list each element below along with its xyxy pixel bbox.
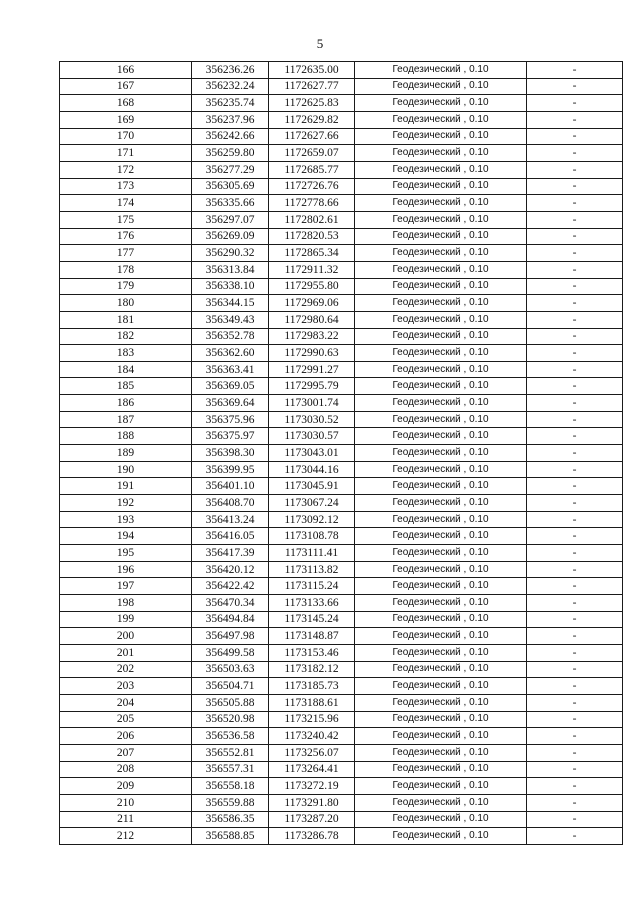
method-accuracy-cell: Геодезический , 0.10 [355, 644, 527, 661]
method-accuracy-cell: Геодезический , 0.10 [355, 661, 527, 678]
y-coordinate-cell: 1172980.64 [269, 311, 355, 328]
coordinates-table-body [60, 62, 623, 845]
note-cell: - [527, 195, 623, 212]
method-accuracy-cell: Геодезический , 0.10 [355, 511, 527, 528]
y-coordinate-cell: 1173291.80 [269, 794, 355, 811]
point-number-cell: 171 [60, 145, 192, 162]
x-coordinate-cell: 356237.96 [192, 111, 269, 128]
table-row [60, 761, 623, 778]
y-coordinate-cell: 1172911.32 [269, 261, 355, 278]
point-number-cell: 203 [60, 678, 192, 695]
method-accuracy-cell: Геодезический , 0.10 [355, 578, 527, 595]
y-coordinate-cell: 1172820.53 [269, 228, 355, 245]
x-coordinate-cell: 356335.66 [192, 195, 269, 212]
point-number-cell: 184 [60, 361, 192, 378]
y-coordinate-cell: 1173188.61 [269, 694, 355, 711]
page-number: 5 [316, 36, 324, 51]
x-coordinate-cell: 356352.78 [192, 328, 269, 345]
point-number-cell: 201 [60, 644, 192, 661]
y-coordinate-cell: 1172995.79 [269, 378, 355, 395]
y-coordinate-cell: 1173272.19 [269, 778, 355, 795]
table-row [60, 578, 623, 595]
x-coordinate-cell: 356536.58 [192, 728, 269, 745]
method-accuracy-cell: Геодезический , 0.10 [355, 828, 527, 845]
method-accuracy-cell: Геодезический , 0.10 [355, 595, 527, 612]
table-row [60, 411, 623, 428]
x-coordinate-cell: 356399.95 [192, 461, 269, 478]
note-cell: - [527, 311, 623, 328]
note-cell: - [527, 62, 623, 79]
y-coordinate-cell: 1173264.41 [269, 761, 355, 778]
note-cell: - [527, 578, 623, 595]
y-coordinate-cell: 1173067.24 [269, 495, 355, 512]
table-row [60, 62, 623, 79]
note-cell: - [527, 78, 623, 95]
table-row [60, 428, 623, 445]
method-accuracy-cell: Геодезический , 0.10 [355, 145, 527, 162]
y-coordinate-cell: 1173256.07 [269, 744, 355, 761]
method-accuracy-cell: Геодезический , 0.10 [355, 278, 527, 295]
point-number-cell: 196 [60, 561, 192, 578]
point-number-cell: 173 [60, 178, 192, 195]
point-number-cell: 179 [60, 278, 192, 295]
method-accuracy-cell: Геодезический , 0.10 [355, 811, 527, 828]
method-accuracy-cell: Геодезический , 0.10 [355, 761, 527, 778]
method-accuracy-cell: Геодезический , 0.10 [355, 528, 527, 545]
table-row [60, 78, 623, 95]
note-cell: - [527, 761, 623, 778]
x-coordinate-cell: 356305.69 [192, 178, 269, 195]
x-coordinate-cell: 356588.85 [192, 828, 269, 845]
table-row [60, 545, 623, 562]
note-cell: - [527, 428, 623, 445]
method-accuracy-cell: Геодезический , 0.10 [355, 245, 527, 262]
x-coordinate-cell: 356416.05 [192, 528, 269, 545]
x-coordinate-cell: 356558.18 [192, 778, 269, 795]
y-coordinate-cell: 1172659.07 [269, 145, 355, 162]
x-coordinate-cell: 356586.35 [192, 811, 269, 828]
table-row [60, 378, 623, 395]
method-accuracy-cell: Геодезический , 0.10 [355, 611, 527, 628]
table-row [60, 678, 623, 695]
x-coordinate-cell: 356401.10 [192, 478, 269, 495]
method-accuracy-cell: Геодезический , 0.10 [355, 378, 527, 395]
note-cell: - [527, 95, 623, 112]
y-coordinate-cell: 1173115.24 [269, 578, 355, 595]
x-coordinate-cell: 356503.63 [192, 661, 269, 678]
x-coordinate-cell: 356375.97 [192, 428, 269, 445]
method-accuracy-cell: Геодезический , 0.10 [355, 161, 527, 178]
table-row [60, 261, 623, 278]
method-accuracy-cell: Геодезический , 0.10 [355, 628, 527, 645]
y-coordinate-cell: 1172629.82 [269, 111, 355, 128]
table-row [60, 361, 623, 378]
point-number-cell: 200 [60, 628, 192, 645]
method-accuracy-cell: Геодезический , 0.10 [355, 311, 527, 328]
y-coordinate-cell: 1173286.78 [269, 828, 355, 845]
y-coordinate-cell: 1173043.01 [269, 445, 355, 462]
y-coordinate-cell: 1172778.66 [269, 195, 355, 212]
method-accuracy-cell: Геодезический , 0.10 [355, 345, 527, 362]
note-cell: - [527, 744, 623, 761]
method-accuracy-cell: Геодезический , 0.10 [355, 361, 527, 378]
x-coordinate-cell: 356413.24 [192, 511, 269, 528]
x-coordinate-cell: 356236.26 [192, 62, 269, 79]
table-row [60, 461, 623, 478]
note-cell: - [527, 511, 623, 528]
y-coordinate-cell: 1173148.87 [269, 628, 355, 645]
x-coordinate-cell: 356497.98 [192, 628, 269, 645]
note-cell: - [527, 595, 623, 612]
point-number-cell: 205 [60, 711, 192, 728]
note-cell: - [527, 295, 623, 312]
point-number-cell: 182 [60, 328, 192, 345]
table-row [60, 161, 623, 178]
point-number-cell: 180 [60, 295, 192, 312]
point-number-cell: 212 [60, 828, 192, 845]
table-row [60, 328, 623, 345]
table-row [60, 744, 623, 761]
table-row [60, 595, 623, 612]
method-accuracy-cell: Геодезический , 0.10 [355, 128, 527, 145]
table-row [60, 644, 623, 661]
point-number-cell: 209 [60, 778, 192, 795]
table-row [60, 794, 623, 811]
method-accuracy-cell: Геодезический , 0.10 [355, 728, 527, 745]
x-coordinate-cell: 356297.07 [192, 211, 269, 228]
x-coordinate-cell: 356494.84 [192, 611, 269, 628]
point-number-cell: 197 [60, 578, 192, 595]
point-number-cell: 192 [60, 495, 192, 512]
x-coordinate-cell: 356242.66 [192, 128, 269, 145]
point-number-cell: 187 [60, 411, 192, 428]
y-coordinate-cell: 1173215.96 [269, 711, 355, 728]
note-cell: - [527, 228, 623, 245]
x-coordinate-cell: 356520.98 [192, 711, 269, 728]
x-coordinate-cell: 356557.31 [192, 761, 269, 778]
point-number-cell: 181 [60, 311, 192, 328]
table-row [60, 111, 623, 128]
note-cell: - [527, 528, 623, 545]
note-cell: - [527, 461, 623, 478]
y-coordinate-cell: 1173045.91 [269, 478, 355, 495]
x-coordinate-cell: 356269.09 [192, 228, 269, 245]
x-coordinate-cell: 356363.41 [192, 361, 269, 378]
method-accuracy-cell: Геодезический , 0.10 [355, 678, 527, 695]
note-cell: - [527, 678, 623, 695]
x-coordinate-cell: 356420.12 [192, 561, 269, 578]
table-row [60, 811, 623, 828]
table-row [60, 694, 623, 711]
table-row [60, 128, 623, 145]
point-number-cell: 188 [60, 428, 192, 445]
method-accuracy-cell: Геодезический , 0.10 [355, 261, 527, 278]
point-number-cell: 204 [60, 694, 192, 711]
y-coordinate-cell: 1173108.78 [269, 528, 355, 545]
x-coordinate-cell: 356470.34 [192, 595, 269, 612]
method-accuracy-cell: Геодезический , 0.10 [355, 228, 527, 245]
x-coordinate-cell: 356362.60 [192, 345, 269, 362]
x-coordinate-cell: 356349.43 [192, 311, 269, 328]
note-cell: - [527, 178, 623, 195]
point-number-cell: 199 [60, 611, 192, 628]
table-row [60, 711, 623, 728]
note-cell: - [527, 361, 623, 378]
table-row [60, 95, 623, 112]
note-cell: - [527, 111, 623, 128]
note-cell: - [527, 345, 623, 362]
table-row [60, 661, 623, 678]
x-coordinate-cell: 356259.80 [192, 145, 269, 162]
point-number-cell: 208 [60, 761, 192, 778]
note-cell: - [527, 478, 623, 495]
method-accuracy-cell: Геодезический , 0.10 [355, 62, 527, 79]
table-row [60, 211, 623, 228]
table-row [60, 445, 623, 462]
method-accuracy-cell: Геодезический , 0.10 [355, 78, 527, 95]
note-cell: - [527, 778, 623, 795]
x-coordinate-cell: 356504.71 [192, 678, 269, 695]
table-row [60, 295, 623, 312]
method-accuracy-cell: Геодезический , 0.10 [355, 328, 527, 345]
table-row [60, 245, 623, 262]
y-coordinate-cell: 1172635.00 [269, 62, 355, 79]
point-number-cell: 210 [60, 794, 192, 811]
x-coordinate-cell: 356417.39 [192, 545, 269, 562]
point-number-cell: 168 [60, 95, 192, 112]
note-cell: - [527, 545, 623, 562]
point-number-cell: 177 [60, 245, 192, 262]
table-row [60, 395, 623, 412]
x-coordinate-cell: 356398.30 [192, 445, 269, 462]
point-number-cell: 183 [60, 345, 192, 362]
y-coordinate-cell: 1172802.61 [269, 211, 355, 228]
point-number-cell: 185 [60, 378, 192, 395]
table-row [60, 195, 623, 212]
x-coordinate-cell: 356232.24 [192, 78, 269, 95]
table-row [60, 311, 623, 328]
note-cell: - [527, 711, 623, 728]
y-coordinate-cell: 1172627.66 [269, 128, 355, 145]
method-accuracy-cell: Геодезический , 0.10 [355, 211, 527, 228]
y-coordinate-cell: 1173111.41 [269, 545, 355, 562]
method-accuracy-cell: Геодезический , 0.10 [355, 411, 527, 428]
y-coordinate-cell: 1173044.16 [269, 461, 355, 478]
point-number-cell: 202 [60, 661, 192, 678]
y-coordinate-cell: 1172726.76 [269, 178, 355, 195]
point-number-cell: 189 [60, 445, 192, 462]
method-accuracy-cell: Геодезический , 0.10 [355, 744, 527, 761]
x-coordinate-cell: 356235.74 [192, 95, 269, 112]
note-cell: - [527, 495, 623, 512]
x-coordinate-cell: 356369.64 [192, 395, 269, 412]
table-row [60, 828, 623, 845]
method-accuracy-cell: Геодезический , 0.10 [355, 295, 527, 312]
method-accuracy-cell: Геодезический , 0.10 [355, 478, 527, 495]
method-accuracy-cell: Геодезический , 0.10 [355, 178, 527, 195]
table-row [60, 778, 623, 795]
point-number-cell: 198 [60, 595, 192, 612]
x-coordinate-cell: 356375.96 [192, 411, 269, 428]
note-cell: - [527, 644, 623, 661]
table-row [60, 628, 623, 645]
note-cell: - [527, 661, 623, 678]
y-coordinate-cell: 1173092.12 [269, 511, 355, 528]
note-cell: - [527, 245, 623, 262]
note-cell: - [527, 694, 623, 711]
table-row [60, 728, 623, 745]
note-cell: - [527, 828, 623, 845]
method-accuracy-cell: Геодезический , 0.10 [355, 195, 527, 212]
y-coordinate-cell: 1172627.77 [269, 78, 355, 95]
y-coordinate-cell: 1173133.66 [269, 595, 355, 612]
note-cell: - [527, 395, 623, 412]
note-cell: - [527, 794, 623, 811]
table-row [60, 178, 623, 195]
note-cell: - [527, 811, 623, 828]
y-coordinate-cell: 1172990.63 [269, 345, 355, 362]
x-coordinate-cell: 356499.58 [192, 644, 269, 661]
method-accuracy-cell: Геодезический , 0.10 [355, 711, 527, 728]
x-coordinate-cell: 356338.10 [192, 278, 269, 295]
x-coordinate-cell: 356344.15 [192, 295, 269, 312]
method-accuracy-cell: Геодезический , 0.10 [355, 461, 527, 478]
point-number-cell: 190 [60, 461, 192, 478]
point-number-cell: 176 [60, 228, 192, 245]
point-number-cell: 166 [60, 62, 192, 79]
y-coordinate-cell: 1173240.42 [269, 728, 355, 745]
note-cell: - [527, 445, 623, 462]
note-cell: - [527, 628, 623, 645]
x-coordinate-cell: 356422.42 [192, 578, 269, 595]
note-cell: - [527, 411, 623, 428]
note-cell: - [527, 211, 623, 228]
point-number-cell: 172 [60, 161, 192, 178]
note-cell: - [527, 278, 623, 295]
y-coordinate-cell: 1173145.24 [269, 611, 355, 628]
y-coordinate-cell: 1172983.22 [269, 328, 355, 345]
note-cell: - [527, 261, 623, 278]
y-coordinate-cell: 1173287.20 [269, 811, 355, 828]
coordinates-table [59, 61, 623, 845]
method-accuracy-cell: Геодезический , 0.10 [355, 561, 527, 578]
method-accuracy-cell: Геодезический , 0.10 [355, 495, 527, 512]
note-cell: - [527, 728, 623, 745]
table-row [60, 278, 623, 295]
method-accuracy-cell: Геодезический , 0.10 [355, 778, 527, 795]
x-coordinate-cell: 356277.29 [192, 161, 269, 178]
table-row [60, 478, 623, 495]
y-coordinate-cell: 1173185.73 [269, 678, 355, 695]
note-cell: - [527, 561, 623, 578]
note-cell: - [527, 128, 623, 145]
y-coordinate-cell: 1173113.82 [269, 561, 355, 578]
point-number-cell: 175 [60, 211, 192, 228]
point-number-cell: 186 [60, 395, 192, 412]
x-coordinate-cell: 356313.84 [192, 261, 269, 278]
y-coordinate-cell: 1173030.52 [269, 411, 355, 428]
point-number-cell: 178 [60, 261, 192, 278]
x-coordinate-cell: 356552.81 [192, 744, 269, 761]
point-number-cell: 169 [60, 111, 192, 128]
point-number-cell: 194 [60, 528, 192, 545]
method-accuracy-cell: Геодезический , 0.10 [355, 545, 527, 562]
note-cell: - [527, 611, 623, 628]
method-accuracy-cell: Геодезический , 0.10 [355, 111, 527, 128]
x-coordinate-cell: 356559.88 [192, 794, 269, 811]
table-row [60, 611, 623, 628]
note-cell: - [527, 145, 623, 162]
point-number-cell: 191 [60, 478, 192, 495]
y-coordinate-cell: 1173182.12 [269, 661, 355, 678]
x-coordinate-cell: 356408.70 [192, 495, 269, 512]
point-number-cell: 170 [60, 128, 192, 145]
table-row [60, 561, 623, 578]
y-coordinate-cell: 1172685.77 [269, 161, 355, 178]
x-coordinate-cell: 356505.88 [192, 694, 269, 711]
note-cell: - [527, 328, 623, 345]
y-coordinate-cell: 1173030.57 [269, 428, 355, 445]
y-coordinate-cell: 1172865.34 [269, 245, 355, 262]
point-number-cell: 193 [60, 511, 192, 528]
point-number-cell: 206 [60, 728, 192, 745]
y-coordinate-cell: 1172991.27 [269, 361, 355, 378]
method-accuracy-cell: Геодезический , 0.10 [355, 95, 527, 112]
y-coordinate-cell: 1173001.74 [269, 395, 355, 412]
point-number-cell: 167 [60, 78, 192, 95]
point-number-cell: 211 [60, 811, 192, 828]
method-accuracy-cell: Геодезический , 0.10 [355, 395, 527, 412]
y-coordinate-cell: 1172969.06 [269, 295, 355, 312]
note-cell: - [527, 161, 623, 178]
note-cell: - [527, 378, 623, 395]
table-row [60, 145, 623, 162]
table-row [60, 345, 623, 362]
table-row [60, 228, 623, 245]
x-coordinate-cell: 356369.05 [192, 378, 269, 395]
method-accuracy-cell: Геодезический , 0.10 [355, 428, 527, 445]
method-accuracy-cell: Геодезический , 0.10 [355, 445, 527, 462]
y-coordinate-cell: 1172625.83 [269, 95, 355, 112]
table-row [60, 511, 623, 528]
method-accuracy-cell: Геодезический , 0.10 [355, 794, 527, 811]
y-coordinate-cell: 1173153.46 [269, 644, 355, 661]
table-row [60, 528, 623, 545]
x-coordinate-cell: 356290.32 [192, 245, 269, 262]
y-coordinate-cell: 1172955.80 [269, 278, 355, 295]
method-accuracy-cell: Геодезический , 0.10 [355, 694, 527, 711]
point-number-cell: 174 [60, 195, 192, 212]
table-row [60, 495, 623, 512]
point-number-cell: 207 [60, 744, 192, 761]
point-number-cell: 195 [60, 545, 192, 562]
